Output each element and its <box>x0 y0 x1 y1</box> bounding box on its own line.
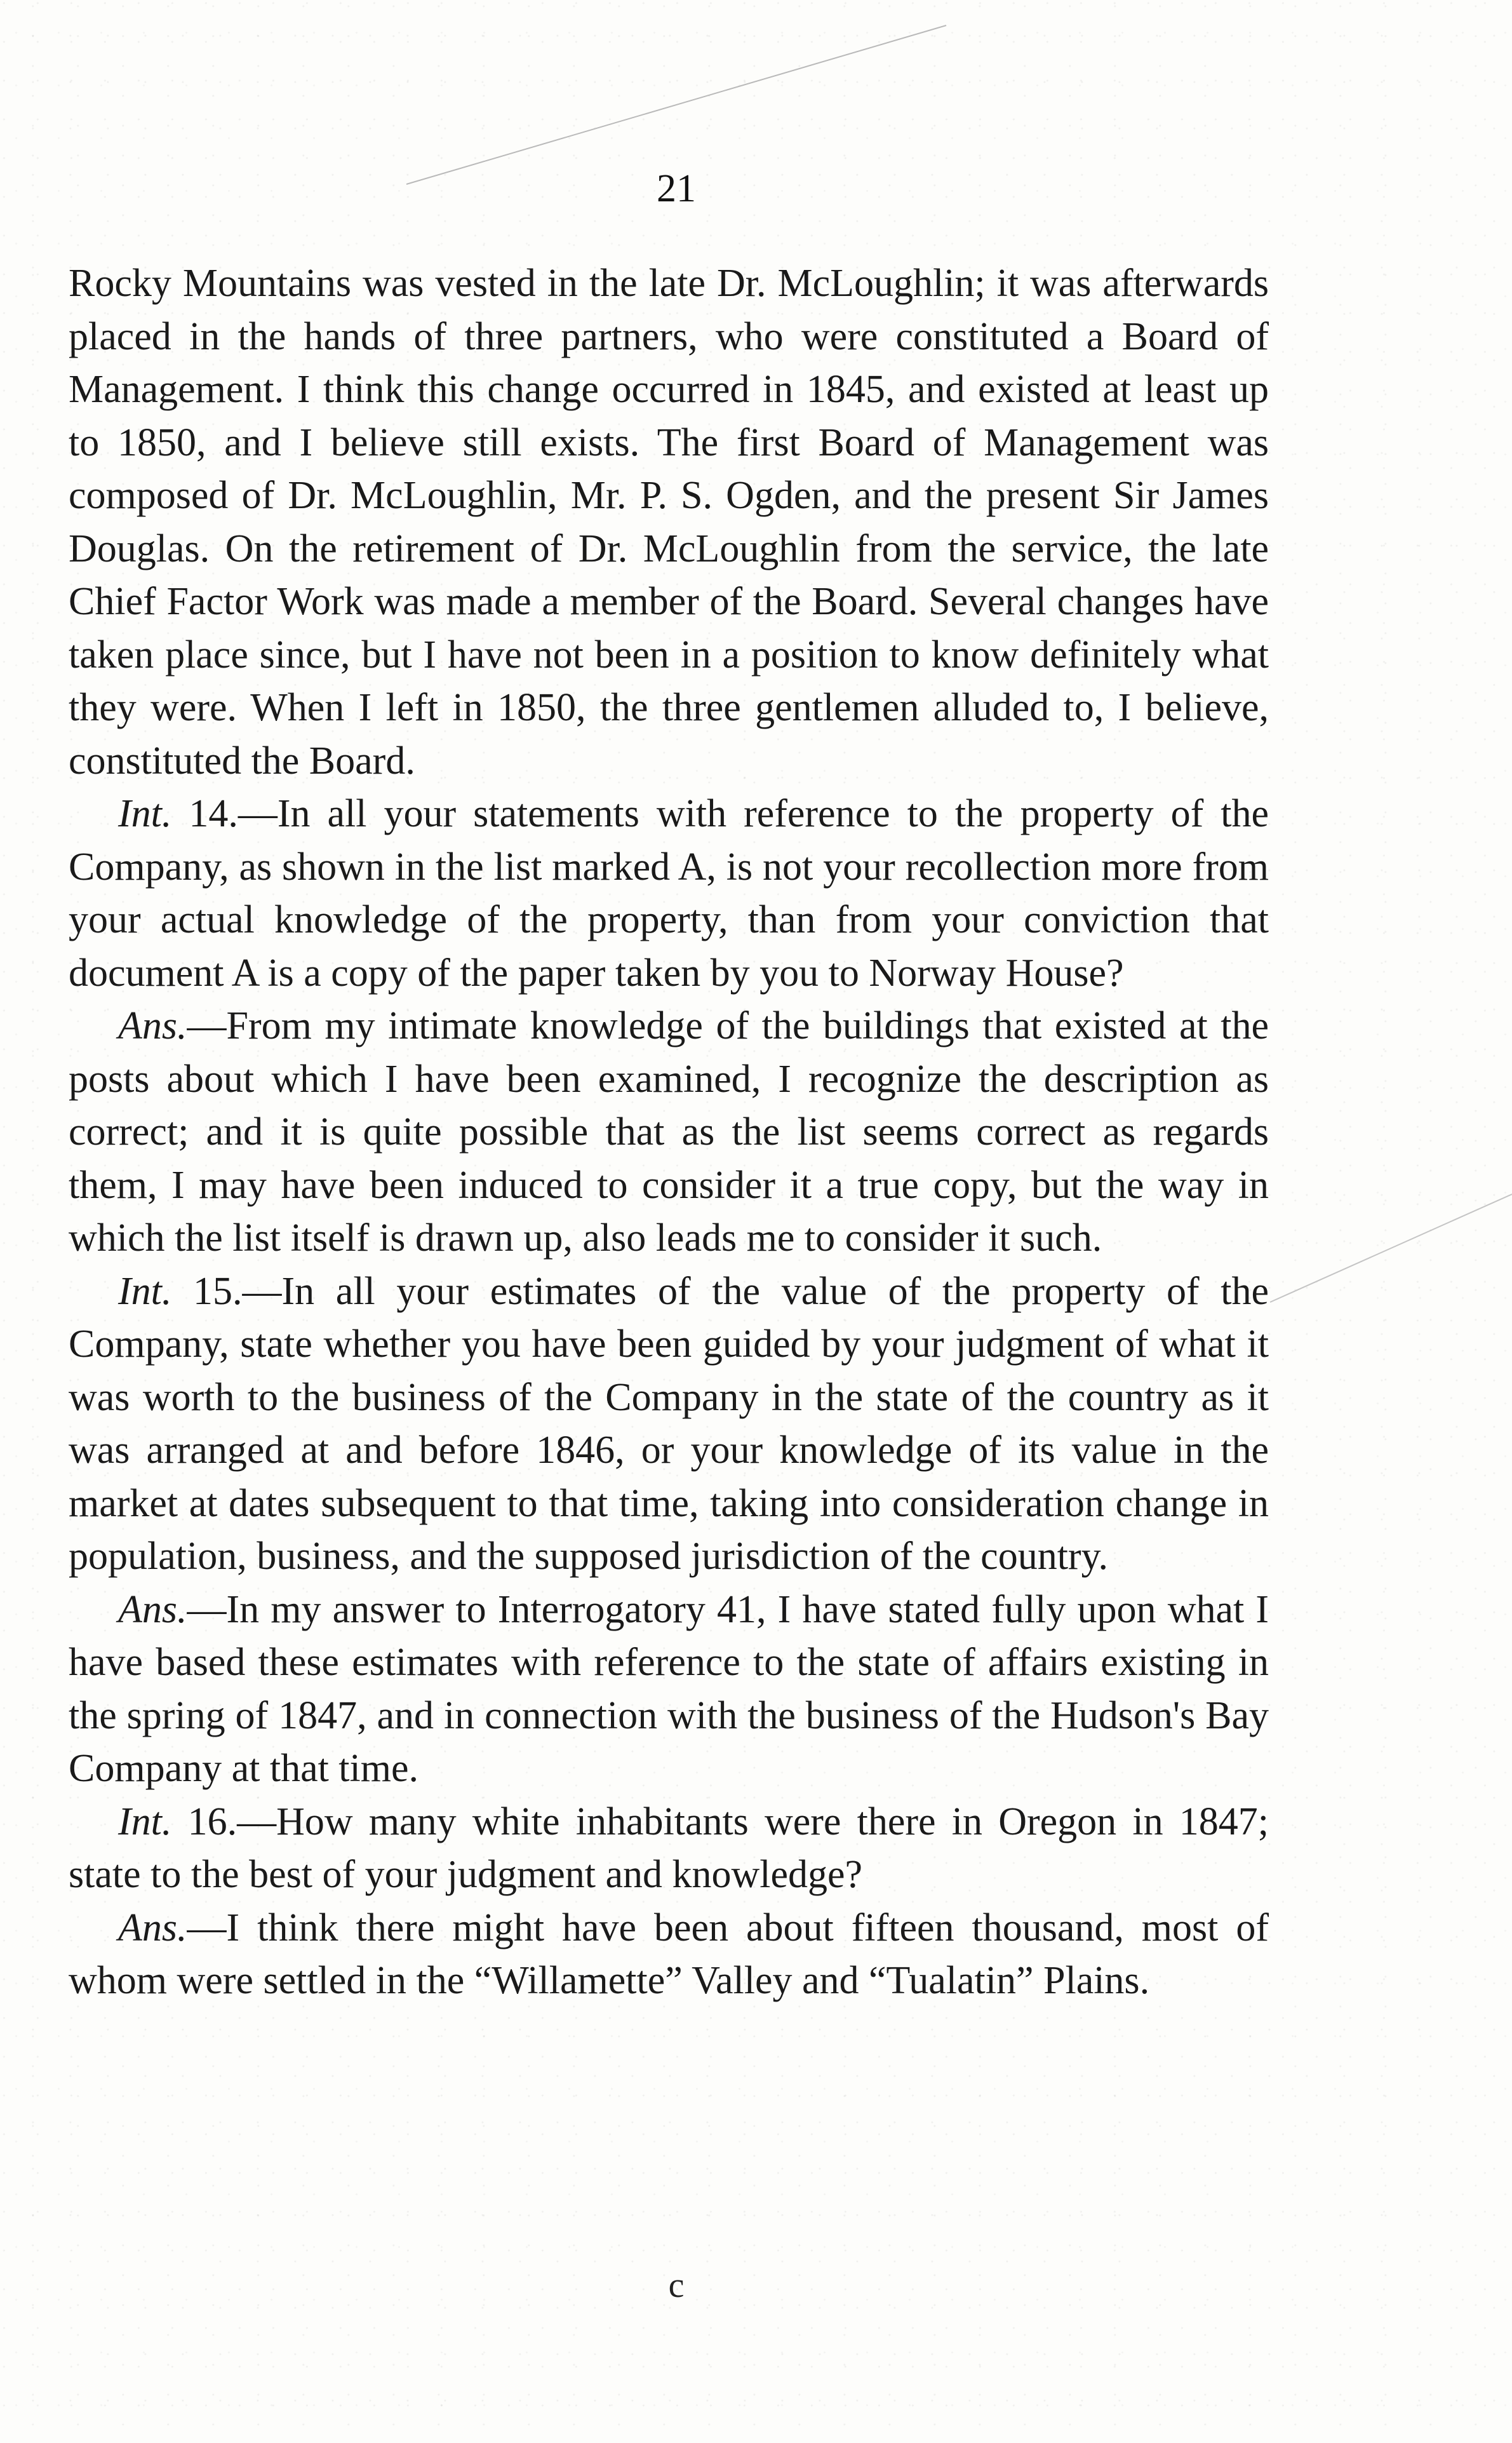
interrogatory-text: 14.—In all your statements with reference to the property of the Company, as shown in the list marked A, is not your recollection more from your actual knowledge of the property, than from your conviction that document A is a copy of the paper taken by you to Norway House? <box>69 792 1269 995</box>
interrogatory-text: 15.—In all your estimates of the value of the property of the Company, state whether you have been guided by your judgment of what it was worth to the business of the Company in the state of the country as it was arranged at and before 1846, or your knowledge of its value in the market at dates subsequent to that time, taking into consideration change in population, business, and the supposed jurisdiction of the country. <box>69 1269 1269 1578</box>
interrogatory-label: Int. <box>118 1269 172 1313</box>
answer-label: Ans. <box>118 1587 187 1631</box>
answer-text: —I think there might have been about fifteen thousand, most of whom were settled in the “Willamette” Valley and “Tualatin” Plains. <box>69 1906 1269 2002</box>
signature-mark: c <box>668 2266 685 2305</box>
interrogatory-label: Int. <box>118 1800 172 1843</box>
answer-label: Ans. <box>118 1004 187 1047</box>
body-text <box>69 257 1269 2008</box>
answer-text: —In my answer to Interrogatory 41, I have stated fully upon what I have based these estimates with reference to the state of affairs existing in the spring of 1847, and in connection with the business of the Hudson's Bay Company at that time. <box>69 1587 1269 1790</box>
answer-16 <box>69 1902 1269 2008</box>
answer-label: Ans. <box>118 1906 187 1949</box>
interrogatory-16 <box>69 1796 1269 1902</box>
page-number: 21 <box>657 167 696 210</box>
paragraph-continuation <box>69 257 1269 788</box>
answer-text: —From my intimate knowledge of the buildings that existed at the posts about which I have been examined, I recognize the description as correct; and it is quite possible that as the list seems correct as regards them, I may have been induced to consider it a true copy, but the way in which the list itself is drawn up, also leads me to consider it such. <box>69 1004 1269 1260</box>
interrogatory-label: Int. <box>118 792 172 835</box>
answer-14 <box>69 1000 1269 1265</box>
paragraph-text: Rocky Mountains was vested in the late Dr. McLoughlin; it was afterwards placed in the hands of three partners, who were constituted a Board of Management. I think this change occurred in 1845, and existed at least up to 1850, and I believe still exists. The first Board of Management was composed of Dr. McLoughlin, Mr. P. S. Ogden, and the present Sir James Douglas. On the retirement of Dr. McLoughlin from the service, the late Chief Factor Work was made a member of the Board. Several changes have taken place since, but I have not been in a position to know definitely what they were. When I left in 1850, the three gentlemen alluded to, I believe, constituted the Board. <box>69 262 1269 783</box>
interrogatory-14 <box>69 788 1269 1000</box>
interrogatory-text: 16.—How many white inhabitants were there in Oregon in 1847; state to the best of your judgment and knowledge? <box>69 1800 1269 1896</box>
answer-15 <box>69 1584 1269 1796</box>
scan-scratch-top <box>0 0 1512 267</box>
interrogatory-15 <box>69 1265 1269 1584</box>
